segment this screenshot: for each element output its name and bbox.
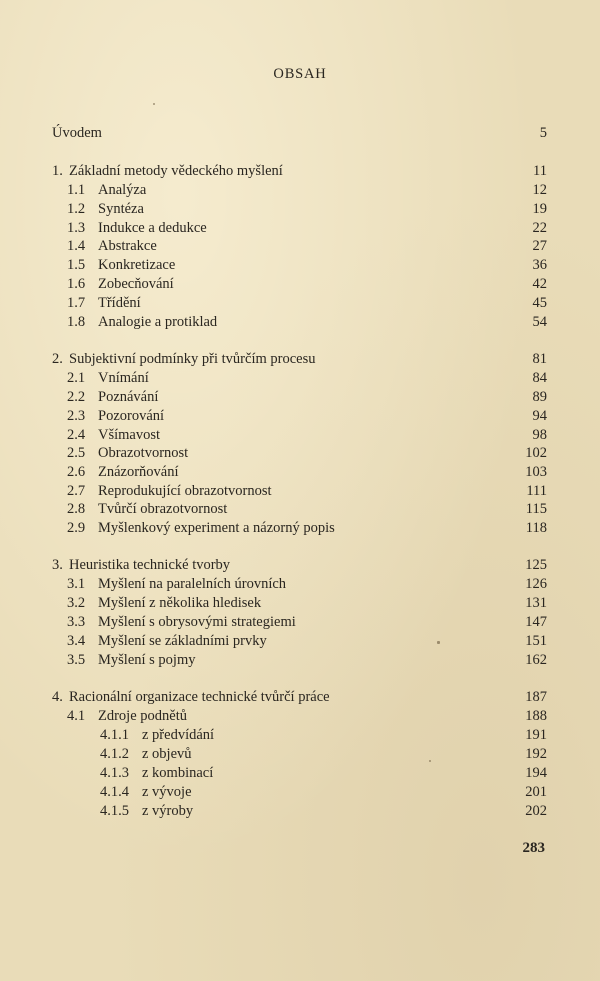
- toc-entry-number: 4.1.2: [100, 746, 129, 762]
- toc-entry-section: [0, 463, 600, 482]
- toc-entry-number: 1.8: [67, 314, 86, 330]
- toc-entry-section: [0, 275, 600, 294]
- toc-entry-section: [0, 632, 600, 651]
- paper-speck: [429, 760, 431, 762]
- toc-entry-section: [0, 707, 600, 726]
- toc-entry-number: 3.3: [67, 614, 86, 630]
- toc-entry-page: 151: [525, 633, 547, 649]
- toc-entry-section: [0, 181, 600, 200]
- toc-entry-text: Myšlenkový experiment a názorný popis: [98, 520, 335, 536]
- toc-entry-text: Všímavost: [98, 427, 161, 443]
- toc-entry-page: 118: [525, 520, 547, 536]
- toc-entry-text: Subjektivní podmínky při tvůrčím procesu: [69, 351, 316, 367]
- toc-entry-number: 1.1: [67, 182, 86, 198]
- toc-entry-page: 11: [533, 163, 547, 179]
- toc-entry-section: [0, 651, 600, 670]
- toc-entry-page: 192: [525, 746, 547, 762]
- toc-entry-page: 19: [532, 201, 547, 217]
- toc-entry-text: Indukce a dedukce: [98, 220, 207, 236]
- toc-entry-number: 4.1: [67, 708, 86, 724]
- toc-entry-number: 1.: [52, 163, 63, 179]
- toc-entry-text: Vnímání: [98, 370, 149, 386]
- toc-entry-page: 125: [525, 557, 547, 573]
- toc-entry-number: 1.4: [67, 238, 86, 254]
- toc-entry-section: [0, 369, 600, 388]
- toc-entry-page: 147: [525, 614, 547, 630]
- toc-entry-text: Poznávání: [98, 389, 159, 405]
- toc-entry-number: 2.: [52, 351, 63, 367]
- toc-entry-page: 115: [525, 501, 547, 517]
- toc-entry-text: z výroby: [142, 803, 194, 819]
- toc-entry-subsection: [0, 745, 600, 764]
- toc-entry-section: [0, 444, 600, 463]
- toc-entry-text: z kombinací: [142, 765, 214, 781]
- toc-entry-text: Myšlení na paralelních úrovních: [98, 576, 287, 592]
- toc-entry-text: Abstrakce: [98, 238, 157, 254]
- toc-entry-chapter-4: [0, 688, 600, 707]
- toc-entry-page: 42: [532, 276, 547, 292]
- toc-entry-section: [0, 200, 600, 219]
- toc-entry-section: [0, 575, 600, 594]
- toc-entry-text: Tvůrčí obrazotvornost: [98, 501, 228, 517]
- toc-entry-number: 3.: [52, 557, 63, 573]
- toc-entry-section: [0, 594, 600, 613]
- toc-entry-section: [0, 256, 600, 275]
- toc-entry-text: Myšlení se základními prvky: [98, 633, 267, 649]
- page-number: 283: [522, 840, 545, 856]
- toc-entry-number: 3.1: [67, 576, 86, 592]
- toc-entry-text: Analýza: [98, 182, 147, 198]
- toc-entry-page: 202: [525, 803, 547, 819]
- paper-speck: [437, 641, 440, 644]
- toc-entry-page: 94: [532, 408, 547, 424]
- toc-entry-number: 3.5: [67, 652, 86, 668]
- toc-entry-number: 2.4: [67, 427, 86, 443]
- toc-entry-page: 162: [525, 652, 547, 668]
- toc-entry-subsection: [0, 802, 600, 821]
- toc-entry-page: 12: [532, 182, 547, 198]
- toc-entry-page: 103: [525, 464, 547, 480]
- toc-entry-number: 1.6: [67, 276, 86, 292]
- toc-entry-text: Heuristika technické tvorby: [69, 557, 231, 573]
- toc-entry-page: 201: [525, 784, 547, 800]
- toc-entry-text: Myšlení s pojmy: [98, 652, 196, 668]
- toc-entry-page: 54: [532, 314, 547, 330]
- toc-entry-text: Myšlení s obrysovými strategiemi: [98, 614, 296, 630]
- toc-entry-text: z předvídání: [142, 727, 215, 743]
- toc-entry-page: 36: [532, 257, 547, 273]
- toc-entry-text: Syntéza: [98, 201, 144, 217]
- toc-entry-number: 1.2: [67, 201, 86, 217]
- toc-entry-section: [0, 519, 600, 538]
- toc-entry-text: Konkretizace: [98, 257, 176, 273]
- toc-entry-page: 27: [532, 238, 547, 254]
- toc-entry-page: 194: [525, 765, 547, 781]
- toc-entry-number: 2.5: [67, 445, 86, 461]
- toc-entry-number: 2.3: [67, 408, 86, 424]
- toc-entry-text: Úvodem: [52, 125, 102, 141]
- toc-entry-subsection: [0, 726, 600, 745]
- toc-entry-number: 2.8: [67, 501, 86, 517]
- toc-entry-text: z objevů: [142, 746, 192, 762]
- toc-entry-text: Racionální organizace technické tvůrčí práce: [69, 689, 330, 705]
- toc-entry-number: 4.1.4: [100, 784, 129, 800]
- page-title: OBSAH: [273, 66, 327, 82]
- toc-entry-text: Třídění: [98, 295, 141, 311]
- toc-entry-page: 126: [525, 576, 547, 592]
- toc-entry-section: [0, 313, 600, 332]
- toc-entry-number: 2.6: [67, 464, 86, 480]
- toc-entry-chapter-3: [0, 556, 600, 575]
- toc-entry-subsection: [0, 764, 600, 783]
- toc-entry-text: Obrazotvornost: [98, 445, 189, 461]
- toc-entry-page: 45: [532, 295, 547, 311]
- toc-entry-section: [0, 613, 600, 632]
- toc-entry-section: [0, 407, 600, 426]
- toc-entry-number: 2.7: [67, 483, 86, 499]
- toc-entry-intro: [0, 124, 600, 143]
- toc-entry-number: 3.2: [67, 595, 86, 611]
- toc-entry-number: 3.4: [67, 633, 86, 649]
- toc-entry-number: 4.1.5: [100, 803, 129, 819]
- toc-entry-number: 1.5: [67, 257, 86, 273]
- toc-entry-number: 4.1.3: [100, 765, 129, 781]
- toc-entry-chapter-1: [0, 162, 600, 181]
- toc-entry-section: [0, 388, 600, 407]
- toc-entry-subsection: [0, 783, 600, 802]
- toc-entry-text: z vývoje: [142, 784, 192, 800]
- toc-entry-text: Myšlení z několika hledisek: [98, 595, 262, 611]
- toc-entry-number: 1.7: [67, 295, 86, 311]
- paper-speck: [153, 103, 155, 105]
- toc-entry-text: Základní metody vědeckého myšlení: [69, 163, 283, 179]
- toc-entry-page: 22: [532, 220, 547, 236]
- toc-entry-page: 84: [532, 370, 547, 386]
- toc-entry-page: 131: [525, 595, 547, 611]
- toc-entry-section: [0, 426, 600, 445]
- toc-entry-number: 1.3: [67, 220, 86, 236]
- toc-entry-chapter-2: [0, 350, 600, 369]
- toc-entry-section: [0, 294, 600, 313]
- toc-entry-number: 2.2: [67, 389, 86, 405]
- toc-entry-text: Zdroje podnětů: [98, 708, 187, 724]
- toc-entry-section: [0, 219, 600, 238]
- toc-entry-number: 2.9: [67, 520, 86, 536]
- toc-entry-page: 188: [525, 708, 547, 724]
- toc-entry-page: 102: [525, 445, 547, 461]
- toc-entry-section: [0, 482, 600, 501]
- toc-entry-page: 191: [525, 727, 547, 743]
- toc-entry-page: 81: [532, 351, 547, 367]
- toc-entry-page: 5: [539, 125, 547, 141]
- toc-entry-number: 4.: [52, 689, 63, 705]
- toc-entry-text: Zobecňování: [98, 276, 174, 292]
- toc-entry-page: 187: [525, 689, 547, 705]
- toc-entry-section: [0, 500, 600, 519]
- toc-entry-page: 89: [532, 389, 547, 405]
- toc-entry-section: [0, 237, 600, 256]
- toc-entry-text: Pozorování: [98, 408, 165, 424]
- toc-entry-page: 111: [526, 483, 547, 499]
- toc-entry-text: Analogie a protiklad: [98, 314, 218, 330]
- toc-entry-page: 98: [532, 427, 547, 443]
- toc-entry-text: Reprodukující obrazotvornost: [98, 483, 272, 499]
- toc-entry-number: 4.1.1: [100, 727, 129, 743]
- toc-entry-text: Znázorňování: [98, 464, 179, 480]
- toc-entry-number: 2.1: [67, 370, 86, 386]
